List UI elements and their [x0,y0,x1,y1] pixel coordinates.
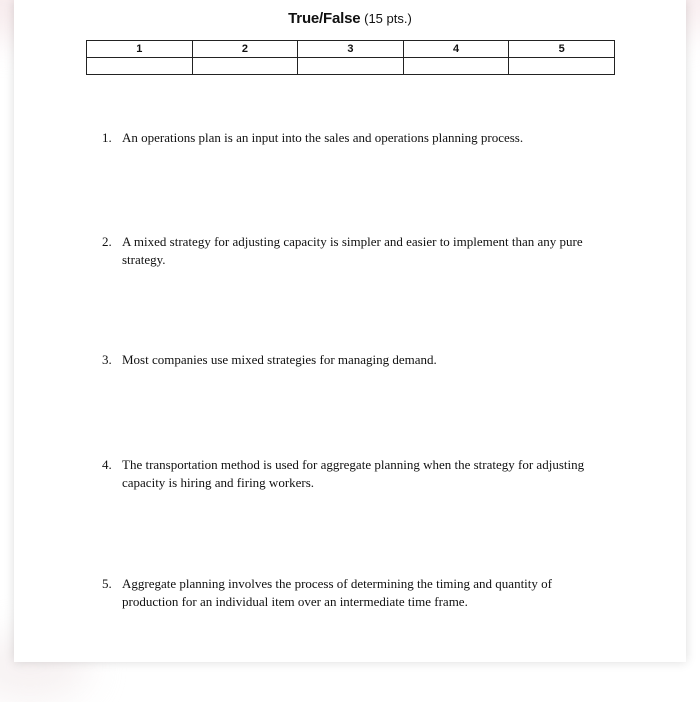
question-number: 4. [102,457,112,472]
answer-cell[interactable] [403,58,509,75]
question-number: 3. [102,352,112,367]
answer-table-header-row [87,41,615,58]
question-item [102,129,602,147]
question-text: A mixed strategy for adjusting capacity is simpler and easier to implement than any pure strategy. [122,234,583,267]
question-text: The transportation method is used for aggregate planning when the strategy for adjusting capacity is hiring and firing workers. [122,457,585,490]
answer-cell[interactable] [192,58,298,75]
question-text: Most companies use mixed strategies for managing demand. [122,352,437,367]
question-item [102,456,602,492]
question-number: 1. [102,130,112,145]
question-text: Aggregate planning involves the process of determining the timing and quantity of production for an individual item over an intermediate time frame. [122,576,552,609]
question-number: 2. [102,234,112,249]
page-title [14,10,686,28]
answer-cell[interactable] [87,58,193,75]
question-text: An operations plan is an input into the sales and operations planning process. [122,130,524,145]
points-text: (15 pts.) [364,11,412,26]
answer-column-header: 2 [192,41,298,58]
answer-cell[interactable] [298,58,404,75]
title-text: True/False [288,10,361,27]
question-number: 5. [102,576,112,591]
answer-column-header: 3 [298,41,404,58]
answer-column-header: 4 [403,41,509,58]
answer-table [86,40,615,75]
question-item [102,233,602,269]
question-item [102,575,602,611]
question-item [102,351,602,369]
document-page [14,0,686,662]
answer-cell[interactable] [509,58,615,75]
answer-column-header: 1 [87,41,193,58]
answer-column-header: 5 [509,41,615,58]
answer-table-blank-row [87,58,615,75]
